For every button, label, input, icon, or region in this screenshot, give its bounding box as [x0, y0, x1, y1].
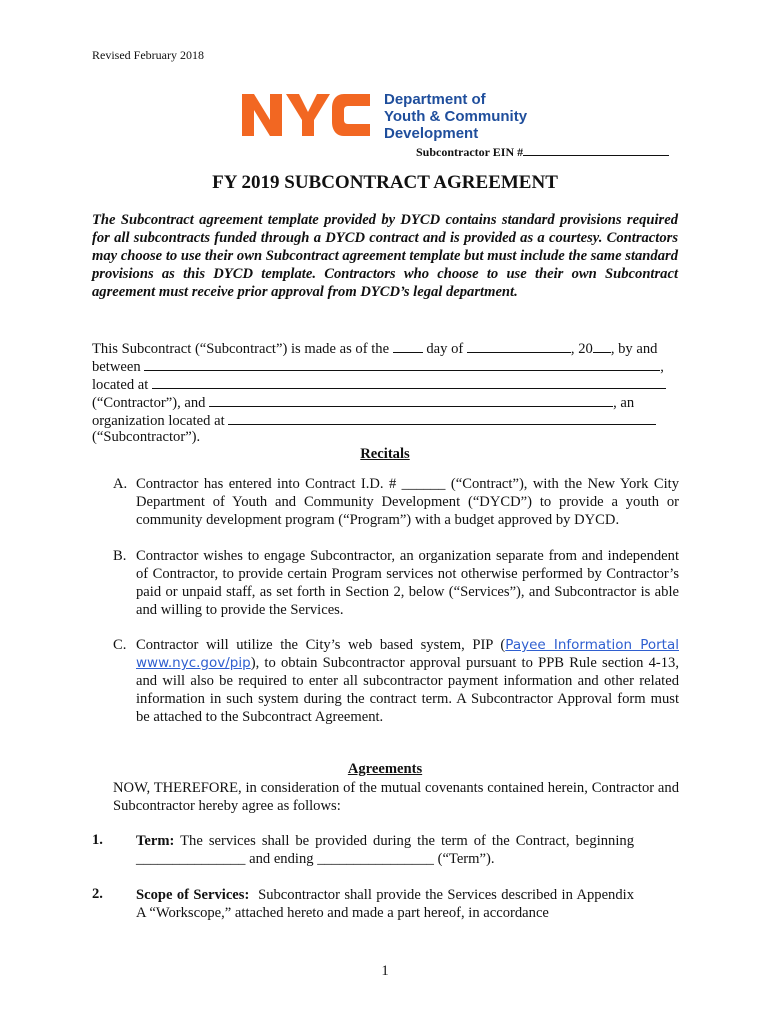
section-1-number: 1.	[92, 832, 103, 848]
opening-l6: (“Subcontractor”).	[92, 429, 201, 445]
section-1-text: The services shall be provided during the term of the Contract, beginning _______________ and ending ________________ (“Term”).	[136, 833, 634, 867]
dept-line-2: Youth & Community	[384, 108, 528, 125]
recital-text	[136, 636, 679, 726]
between-blank[interactable]	[144, 357, 660, 371]
section-1	[136, 832, 634, 868]
pip-portal-link[interactable]: Payee Information Portal	[505, 637, 679, 653]
department-name	[384, 91, 527, 142]
section-2-title: Scope of Services:	[136, 887, 250, 903]
document-title: FY 2019 SUBCONTRACT AGREEMENT	[212, 172, 558, 193]
recital-c-text-after: ), to obtain Subcontractor approval pursuant to PPB Rule section 4-13, and will also be required to enter all subcontractor payment information and other related information in such system during the contract term. A Subcontractor Approval form must be attached to the Subcontract Agreement.	[136, 655, 679, 725]
recital-label: A.	[113, 476, 128, 492]
ein-label: Subcontractor EIN #	[416, 145, 524, 159]
day-blank[interactable]	[393, 339, 423, 353]
recital-text: Contractor has entered into Contract I.D. # ______ (“Contract”), with the New York City Department of Youth and Community Development (“DYCD”) to provide a youth or community development program (“Program”) with a budget approved by DYCD.	[136, 476, 679, 528]
recital-a	[113, 475, 679, 529]
contractor-address-blank[interactable]	[152, 375, 666, 389]
recital-label: C.	[113, 637, 127, 653]
month-blank[interactable]	[467, 339, 571, 353]
opening-l1d: , by and	[610, 341, 658, 357]
nyc-logo	[240, 90, 372, 140]
section-2-text: Subcontractor shall provide the Services described in Appendix A “Workscope,” attached hereto and made a part hereof, in accordance	[136, 887, 634, 921]
recital-b	[113, 547, 679, 619]
year-blank[interactable]	[593, 339, 611, 353]
agreements-intro: NOW, THEREFORE, in consideration of the mutual covenants contained herein, Contractor and Subcontractor hereby agree as follows:	[113, 780, 679, 814]
section-2-number: 2.	[92, 886, 103, 902]
opening-l4: (“Contractor”), and	[92, 395, 206, 411]
pip-url-link[interactable]: www.nyc.gov/pip	[136, 655, 251, 671]
ein-blank[interactable]	[523, 143, 669, 156]
opening-l3: located at	[92, 377, 149, 393]
opening-l1c: , 20	[570, 341, 593, 357]
an: , an	[613, 395, 635, 411]
recital-text: Contractor wishes to engage Subcontractor, an organization separate from and independent of Contractor, to provide certain Program services not otherwise performed by Contractor’s paid or unpaid staff, as set forth in Section 2, below (“Services”), and Subcontractor is able and willing to provide the Services.	[136, 548, 679, 618]
opening-l5: organization located at	[92, 413, 225, 429]
intro-paragraph: The Subcontract agreement template provided by DYCD contains standard provisions required for all subcontracts funded through a DYCD contract and is provided as a courtesy. Contractors may choose to use their own Subcontract agreement template but must include the same standard provisions as this DYCD template. Contractors who choose to use their own Subcontract agreement must receive prior approval from DYCD’s legal department.	[92, 212, 678, 300]
dept-line-1: Department of	[384, 91, 486, 108]
recitals-heading: Recitals	[360, 446, 410, 462]
recital-label: B.	[113, 548, 127, 564]
comma: ,	[660, 359, 664, 375]
recital-c	[113, 636, 679, 726]
subcontractor-address-blank[interactable]	[228, 411, 656, 425]
recital-c-text-before: Contractor will utilize the City’s web based system, PIP (	[136, 637, 506, 653]
ein-field	[416, 143, 669, 160]
page-number: 1	[381, 963, 389, 979]
opening-l2: between	[92, 359, 141, 375]
dept-line-3: Development	[384, 125, 479, 142]
agreements-heading: Agreements	[347, 761, 423, 777]
opening-l1a: This Subcontract (“Subcontract”) is made as of the	[92, 341, 390, 357]
opening-l1b: day of	[426, 341, 464, 357]
subcontractor-name-blank[interactable]	[209, 393, 613, 407]
section-2	[136, 886, 634, 922]
section-1-title: Term:	[136, 833, 175, 849]
revision-date: Revised February 2018	[92, 48, 204, 62]
